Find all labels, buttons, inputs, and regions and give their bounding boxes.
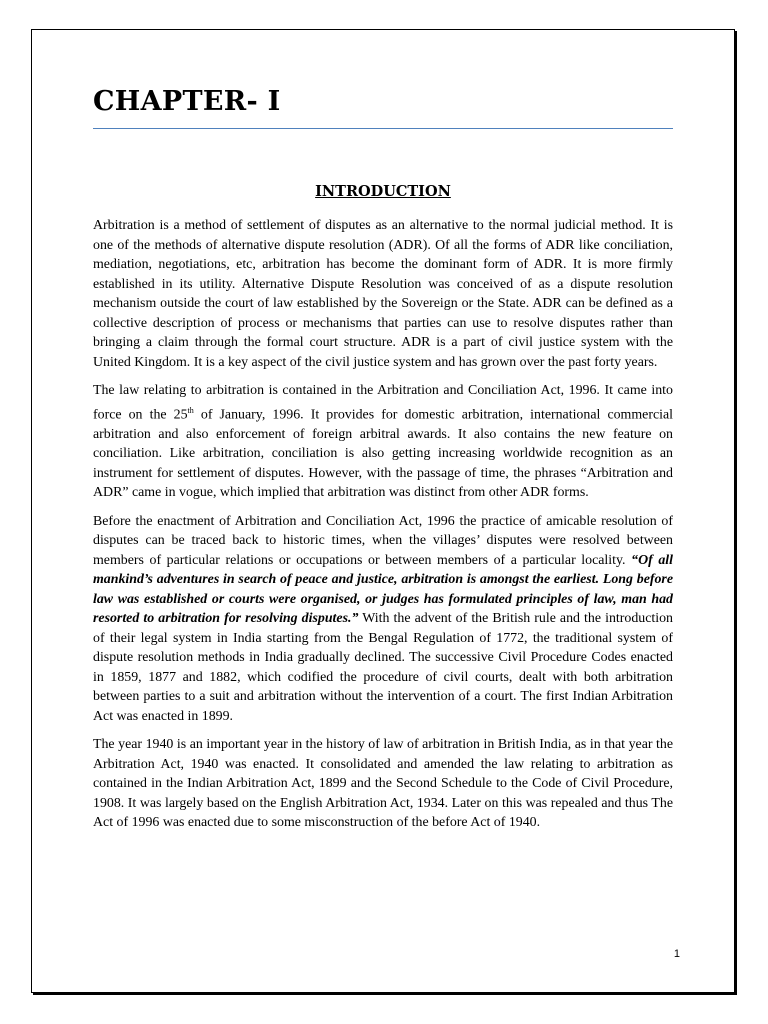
- body-text: [93, 216, 673, 842]
- paragraph-3: [93, 512, 673, 727]
- paragraph-4: The year 1940 is an important year in the history of law of arbitration in British India, as in that year the Arbitration Act, 1940 was enacted. It consolidated and amended the law relating to arbitration as contained in the Indian Arbitration Act, 1899 and the Second Schedule to the Code of Civil Procedure, 1908. It was largely based on the English Arbitration Act, 1934. Later on this was repealed and thus The Act of 1996 was enacted due to some misconstruction of the before Act of 1940.: [93, 737, 673, 831]
- paragraph-1: Arbitration is a method of settlement of disputes as an alternative to the normal judicial method. It is one of the methods of alternative dispute resolution (ADR). Of all the forms of ADR like conciliation, mediation, negotiations, etc, arbitration has become the dominant form of ADR. It is more firmly established in its utility. Alternative Dispute Resolution was conceived of as a dispute resolution mechanism outside the court of law established by the Sovereign or the State. ADR can be defined as a collective description of process or mechanisms that parties can use to resolve disputes rather than bringing a claim through the formal court structure. ADR is a part of civil justice system with the United Kingdom. It is a key aspect of the civil justice system and has grown over the past forty years.: [93, 218, 673, 370]
- ordinal-superscript: th: [187, 405, 194, 415]
- paragraph-2-part-1: The law relating to arbitration is contained in the Arbitration and Conciliation Act, 1996. It came into force on the 25: [93, 383, 673, 423]
- section-heading: INTRODUCTION: [315, 183, 451, 200]
- title-underline: [93, 128, 673, 129]
- chapter-title: CHAPTER- I: [93, 86, 281, 117]
- page-number: 1: [673, 948, 680, 960]
- paragraph-3-part-2: With the advent of the British rule and the introduction of their legal system in India starting from the Bengal Regulation of 1772, the traditional system of dispute resolution methods in India gradually declined. The successive Civil Procedure Codes enacted in 1859, 1877 and 1882, which codified the procedure of civil courts, dealt with both arbitration between parties to a suit and arbitration without the intervention of a court. The first Indian Arbitration Act was enacted in 1899.: [93, 611, 674, 724]
- arbitration-quote: “Of all mankind’s adventures in search of peace and justice, arbitration is amongst the earliest. Long before law was established or courts were organised, or judges has formulated principles of law, man had resorted to arbitration for resolving disputes.”: [93, 552, 673, 627]
- paragraph-2-part-2: of January, 1996. It provides for domestic arbitration, international commercial arbitration and also enforcement of foreign arbitral awards. It also contains the new feature on conciliation. Like arbitration, conciliation is also getting increasing worldwide recognition as an instrument for settlement of disputes. However, with the passage of time, the phrases “Arbitration and ADR” came in vogue, which implied that arbitration was distinct from other ADR forms.: [93, 407, 673, 501]
- paragraph-3-part-1: Before the enactment of Arbitration and Conciliation Act, 1996 the practice of amicable resolution of disputes can be traced back to historic times, when the villages’ disputes were resolved between members of particular relations or occupations or between members of a particular locality.: [93, 513, 673, 568]
- paragraph-2: [93, 381, 673, 503]
